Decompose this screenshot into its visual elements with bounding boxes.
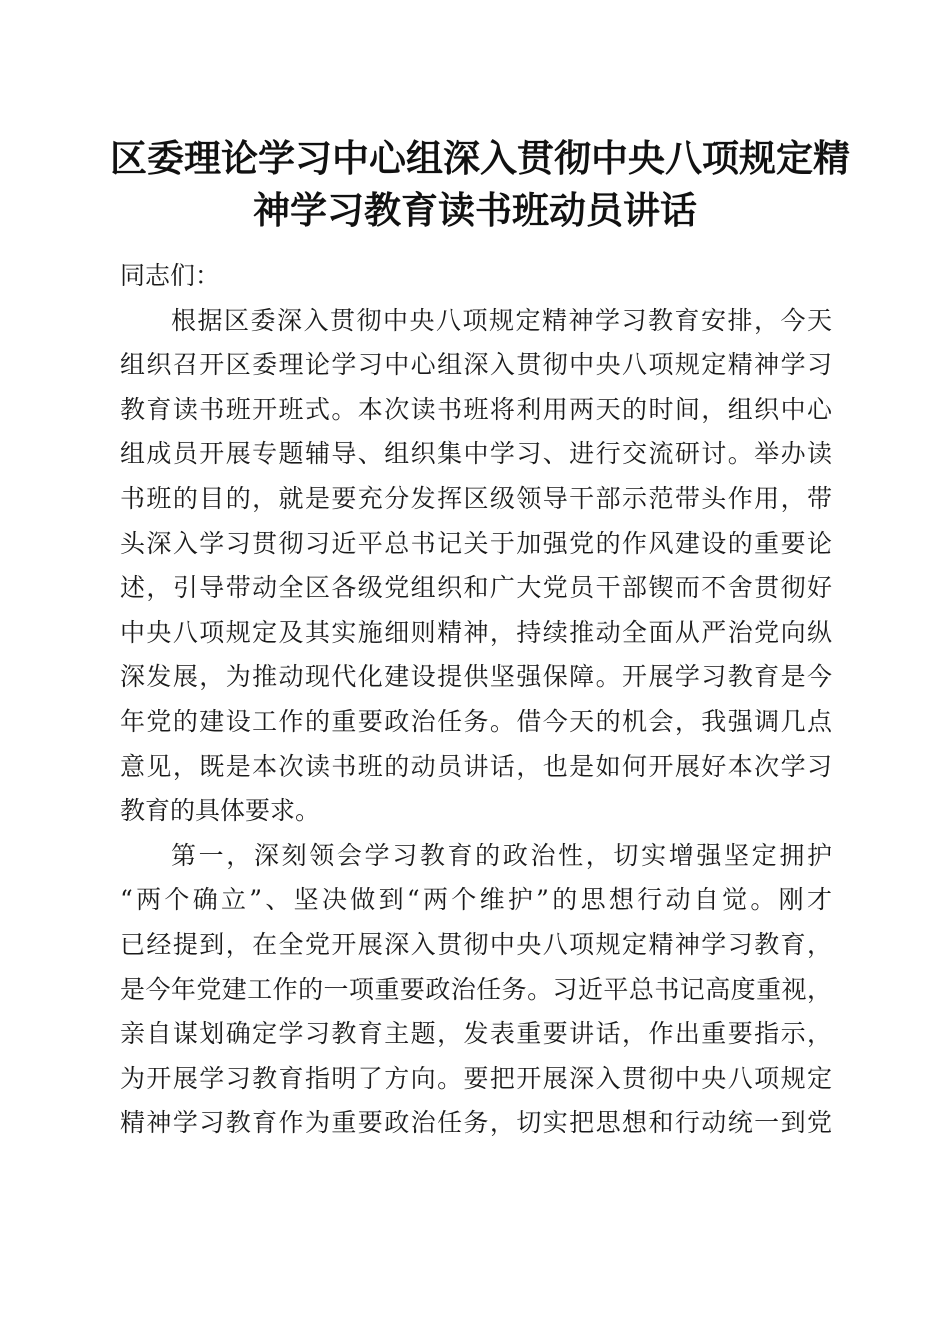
paragraph-line: 根据区委深入贯彻中央八项规定精神学习教育安排，今天 (171, 305, 832, 335)
paragraph-line: 中央八项规定及其实施细则精神，持续推动全面从严治党向纵 (120, 617, 832, 647)
paragraph-line: 第一，深刻领会学习教育的政治性，切实增强坚定拥护 (171, 840, 832, 870)
paragraph-line: 述，引导带动全区各级党组织和广大党员干部锲而不舍贯彻好 (120, 573, 832, 603)
paragraph-line: “两个确立”、坚决做到“两个维护”的思想行动自觉。刚才 (120, 885, 832, 915)
paragraph-line: 意见，既是本次读书班的动员讲话，也是如何开展好本次学习 (120, 751, 832, 781)
paragraph-line: 组织召开区委理论学习中心组深入贯彻中央八项规定精神学习 (120, 350, 832, 380)
paragraph-line: 组成员开展专题辅导、组织集中学习、进行交流研讨。举办读 (120, 439, 832, 469)
paragraph-1 (120, 299, 832, 834)
paragraph-line: 头深入学习贯彻习近平总书记关于加强党的作风建设的重要论 (120, 528, 832, 558)
paragraph-line: 已经提到，在全党开展深入贯彻中央八项规定精神学习教育， (120, 929, 832, 959)
salutation: 同志们： (120, 261, 221, 290)
paragraph-line: 教育读书班开班式。本次读书班将利用两天的时间，组织中心 (120, 394, 832, 424)
title-line-2: 神学习教育读书班动员讲话 (253, 188, 697, 232)
paragraph-line: 精神学习教育作为重要政治任务，切实把思想和行动统一到党 (120, 1108, 832, 1138)
title-line-1: 区委理论学习中心组深入贯彻中央八项规定精 (110, 136, 850, 180)
paragraph-line: 深发展，为推动现代化建设提供坚强保障。开展学习教育是今 (120, 662, 832, 692)
paragraph-line: 是今年党建工作的一项重要政治任务。习近平总书记高度重视， (120, 974, 832, 1004)
paragraph-line: 年党的建设工作的重要政治任务。借今天的机会，我强调几点 (120, 706, 832, 736)
paragraph-2 (120, 834, 832, 1146)
paragraph-line: 亲自谋划确定学习教育主题，发表重要讲话，作出重要指示， (120, 1019, 832, 1049)
document-body (120, 254, 832, 1146)
paragraph-line: 为开展学习教育指明了方向。要把开展深入贯彻中央八项规定 (120, 1063, 832, 1093)
document-title (110, 132, 850, 236)
paragraph-line: 教育的具体要求。 (120, 796, 321, 826)
paragraph-line: 书班的目的，就是要充分发挥区级领导干部示范带头作用，带 (120, 483, 832, 513)
